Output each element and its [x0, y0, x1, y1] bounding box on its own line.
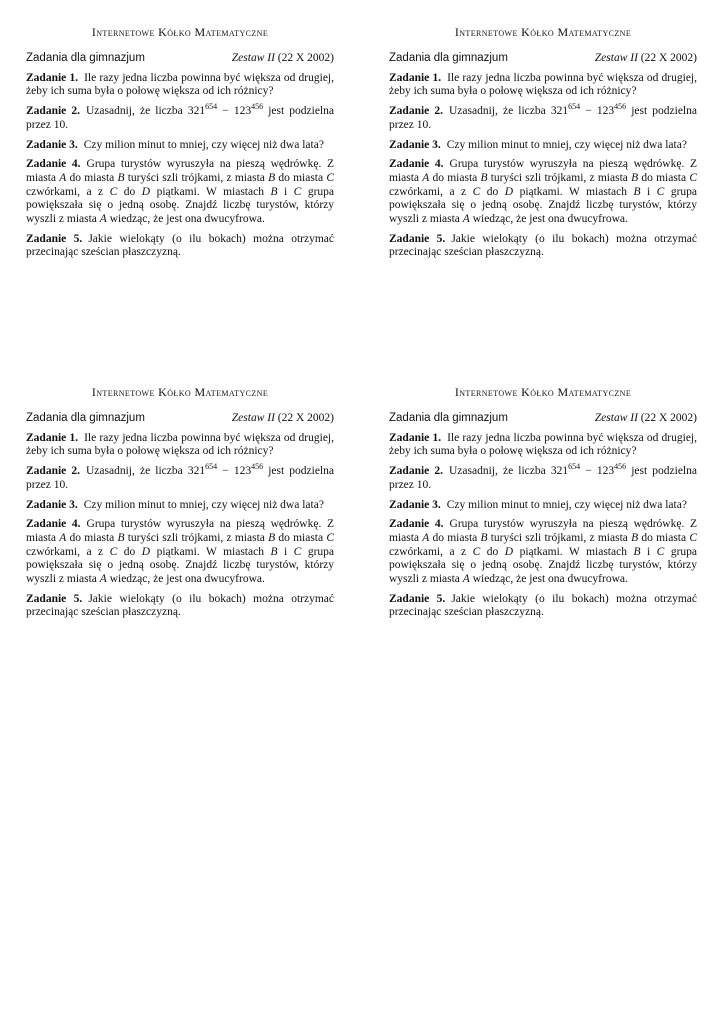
task-text: Czy milion minut to mniej, czy więcej niż dwa lata?	[83, 138, 324, 151]
task-text: i	[277, 185, 294, 198]
task-text: do miasta	[275, 531, 327, 544]
task-2	[26, 462, 334, 492]
set-info	[232, 52, 334, 66]
task-text: wiedząc, że jest ona dwucyfrowa.	[106, 213, 265, 226]
task-3	[389, 139, 697, 153]
task-label: Zadanie 5.	[26, 592, 83, 605]
task-text: czwórkami, a z	[389, 185, 473, 198]
task-label: Zadanie 2.	[389, 105, 443, 118]
task-text: czwórkami, a z	[389, 545, 473, 558]
task-text: turyści szli trójkami, z miasta	[124, 531, 269, 544]
variable: C	[326, 531, 334, 544]
task-text: i	[277, 545, 294, 558]
task-text: Czy milion minut to mniej, czy więcej niż dwa lata?	[83, 498, 324, 511]
set-title: Zestaw II	[231, 52, 275, 64]
task-1	[26, 72, 334, 99]
variable: A	[422, 171, 430, 184]
task-text: grupa powiększała się o jedną osobę. Znajdź liczbę turystów, którzy wyszli z miasta	[389, 545, 697, 586]
task-label: Zadanie 4.	[389, 158, 444, 171]
task-text: Czy milion minut to mniej, czy więcej niż dwa lata?	[446, 498, 687, 511]
task-text: i	[640, 185, 657, 198]
task-text: Ile razy jedna liczba powinna być większa od drugiej, żeby ich suma była o połowę większa od ich różnicy?	[389, 71, 697, 98]
task-text: do miasta	[66, 531, 118, 544]
task-text: wiedząc, że jest ona dwucyfrowa.	[469, 573, 628, 586]
set-info	[595, 412, 697, 426]
set-info	[232, 412, 334, 426]
task-3	[26, 499, 334, 513]
task-text: do miasta	[638, 531, 690, 544]
task-text: − 123	[580, 105, 615, 118]
task-text: grupa powiększała się o jedną osobę. Znajdź liczbę turystów, którzy wyszli z miasta	[26, 185, 334, 226]
exponent: 456	[251, 102, 264, 112]
task-2	[389, 102, 697, 132]
task-label: Zadanie 4.	[389, 518, 444, 531]
task-3	[26, 139, 334, 153]
task-text: Jakie wielokąty (o ilu bokach) można otrzymać przecinając sześcian płaszczyzną.	[26, 592, 335, 619]
task-text: piątkami. W miastach	[150, 185, 271, 198]
task-label: Zadanie 3.	[26, 498, 78, 511]
task-text: piątkami. W miastach	[513, 545, 634, 558]
worksheet-header: Internetowe Kółko Matematyczne	[454, 385, 632, 399]
task-4	[389, 158, 697, 227]
task-label: Zadanie 3.	[26, 138, 78, 151]
variable: C	[656, 185, 665, 198]
variable: B	[633, 185, 641, 198]
variable: C	[656, 545, 665, 558]
task-text: czwórkami, a z	[26, 545, 110, 558]
task-2	[26, 102, 334, 132]
worksheet-copy-3	[26, 384, 334, 626]
level-label: Zadania dla gimnazjum	[26, 412, 145, 424]
task-text: Grupa turystów wyruszyła na pieszą wędrówkę. Z miasta	[389, 518, 697, 544]
task-label: Zadanie 1.	[389, 71, 442, 84]
variable: A	[462, 573, 470, 586]
task-text: Ile razy jedna liczba powinna być większa od drugiej, żeby ich suma była o połowę większa od ich różnicy?	[26, 71, 334, 98]
task-text: i	[640, 545, 657, 558]
worksheet-subheader	[26, 412, 334, 426]
task-text: Ile razy jedna liczba powinna być większa od drugiej, żeby ich suma była o połowę większa od ich różnicy?	[389, 431, 697, 458]
exponent: 654	[568, 462, 581, 472]
variable: A	[99, 573, 107, 586]
task-text: do miasta	[429, 171, 481, 184]
variable: D	[141, 545, 151, 558]
worksheet-subheader	[389, 52, 697, 66]
task-text: jest podzielna przez 10.	[389, 105, 697, 131]
task-4	[26, 518, 334, 587]
task-text: Uzasadnij, że liczba 321	[86, 105, 206, 118]
variable: B	[268, 171, 276, 184]
variable: A	[422, 531, 430, 544]
worksheet-subheader	[26, 52, 334, 66]
task-label: Zadanie 2.	[26, 465, 80, 478]
set-date: (22 X 2002)	[640, 412, 697, 424]
task-text: do miasta	[66, 171, 118, 184]
variable: C	[689, 171, 697, 184]
task-text: − 123	[217, 105, 252, 118]
task-label: Zadanie 4.	[26, 158, 81, 171]
task-text: turyści szli trójkami, z miasta	[124, 171, 269, 184]
task-text: turyści szli trójkami, z miasta	[487, 531, 632, 544]
exponent: 456	[614, 462, 627, 472]
task-text: piątkami. W miastach	[513, 185, 634, 198]
set-title: Zestaw II	[594, 412, 638, 424]
variable: A	[99, 213, 107, 226]
task-1	[26, 432, 334, 459]
variable: C	[109, 545, 118, 558]
variable: B	[117, 531, 125, 544]
exponent: 654	[568, 102, 581, 112]
task-label: Zadanie 1.	[26, 431, 79, 444]
set-title: Zestaw II	[231, 412, 275, 424]
variable: D	[141, 185, 151, 198]
task-label: Zadanie 2.	[389, 465, 443, 478]
task-4	[26, 158, 334, 227]
task-text: jest podzielna przez 10.	[26, 465, 334, 491]
task-label: Zadanie 5.	[389, 592, 446, 605]
task-label: Zadanie 4.	[26, 518, 81, 531]
task-2	[389, 462, 697, 492]
task-text: do miasta	[429, 531, 481, 544]
task-label: Zadanie 5.	[26, 232, 83, 245]
variable: D	[504, 185, 514, 198]
worksheet-subheader	[389, 412, 697, 426]
variable: B	[270, 185, 278, 198]
task-text: Grupa turystów wyruszyła na pieszą wędrówkę. Z miasta	[389, 158, 697, 184]
variable: B	[633, 545, 641, 558]
task-text: − 123	[217, 465, 252, 478]
task-text: Czy milion minut to mniej, czy więcej niż dwa lata?	[446, 138, 687, 151]
task-text: wiedząc, że jest ona dwucyfrowa.	[469, 213, 628, 226]
task-text: piątkami. W miastach	[150, 545, 271, 558]
level-label: Zadania dla gimnazjum	[26, 52, 145, 64]
task-text: grupa powiększała się o jedną osobę. Znajdź liczbę turystów, którzy wyszli z miasta	[389, 185, 697, 226]
task-1	[389, 432, 697, 459]
task-text: Jakie wielokąty (o ilu bokach) można otrzymać przecinając sześcian płaszczyzną.	[389, 592, 698, 619]
variable: D	[504, 545, 514, 558]
variable: A	[462, 213, 470, 226]
task-label: Zadanie 3.	[389, 138, 441, 151]
variable: C	[293, 185, 302, 198]
level-label: Zadania dla gimnazjum	[389, 412, 508, 424]
task-1	[389, 72, 697, 99]
exponent: 456	[614, 102, 627, 112]
task-3	[389, 499, 697, 513]
variable: C	[293, 545, 302, 558]
set-date: (22 X 2002)	[640, 52, 697, 64]
task-label: Zadanie 5.	[389, 232, 446, 245]
task-text: Uzasadnij, że liczba 321	[449, 465, 569, 478]
task-text: czwórkami, a z	[26, 185, 110, 198]
variable: B	[480, 171, 488, 184]
variable: B	[268, 531, 276, 544]
task-text: wiedząc, że jest ona dwucyfrowa.	[106, 573, 265, 586]
task-text: Uzasadnij, że liczba 321	[86, 465, 206, 478]
variable: B	[117, 171, 125, 184]
task-text: jest podzielna przez 10.	[26, 105, 334, 131]
task-text: jest podzielna przez 10.	[389, 465, 697, 491]
exponent: 654	[205, 462, 218, 472]
task-text: do miasta	[638, 171, 690, 184]
worksheet-copy-2	[389, 24, 697, 266]
worksheet-copy-4	[389, 384, 697, 626]
task-text: Uzasadnij, że liczba 321	[449, 105, 569, 118]
task-5	[26, 593, 334, 620]
task-text: do	[480, 545, 505, 558]
task-label: Zadanie 1.	[26, 71, 79, 84]
task-4	[389, 518, 697, 587]
worksheet-copy-1	[26, 24, 334, 266]
variable: B	[631, 171, 639, 184]
task-text: Ile razy jedna liczba powinna być większa od drugiej, żeby ich suma była o połowę większa od ich różnicy?	[26, 431, 334, 458]
exponent: 456	[251, 462, 264, 472]
task-text: do	[117, 185, 142, 198]
variable: C	[472, 185, 481, 198]
task-text: do	[117, 545, 142, 558]
task-label: Zadanie 1.	[389, 431, 442, 444]
variable: C	[472, 545, 481, 558]
task-5	[26, 233, 334, 260]
task-text: Grupa turystów wyruszyła na pieszą wędrówkę. Z miasta	[26, 518, 334, 544]
worksheet-header: Internetowe Kółko Matematyczne	[91, 25, 269, 39]
task-text: − 123	[580, 465, 615, 478]
variable: A	[59, 171, 67, 184]
set-title: Zestaw II	[594, 52, 638, 64]
variable: C	[326, 171, 334, 184]
task-5	[389, 233, 697, 260]
task-text: Grupa turystów wyruszyła na pieszą wędrówkę. Z miasta	[26, 158, 334, 184]
variable: C	[109, 185, 118, 198]
variable: B	[631, 531, 639, 544]
task-text: turyści szli trójkami, z miasta	[487, 171, 632, 184]
worksheet-header: Internetowe Kółko Matematyczne	[454, 25, 632, 39]
variable: B	[270, 545, 278, 558]
task-text: do	[480, 185, 505, 198]
set-date: (22 X 2002)	[277, 52, 334, 64]
variable: A	[59, 531, 67, 544]
task-text: Jakie wielokąty (o ilu bokach) można otrzymać przecinając sześcian płaszczyzną.	[389, 232, 698, 259]
worksheet-header: Internetowe Kółko Matematyczne	[91, 385, 269, 399]
variable: C	[689, 531, 697, 544]
task-text: do miasta	[275, 171, 327, 184]
task-5	[389, 593, 697, 620]
task-label: Zadanie 2.	[26, 105, 80, 118]
variable: B	[480, 531, 488, 544]
task-text: grupa powiększała się o jedną osobę. Znajdź liczbę turystów, którzy wyszli z miasta	[26, 545, 334, 586]
set-date: (22 X 2002)	[277, 412, 334, 424]
exponent: 654	[205, 102, 218, 112]
set-info	[595, 52, 697, 66]
task-label: Zadanie 3.	[389, 498, 441, 511]
level-label: Zadania dla gimnazjum	[389, 52, 508, 64]
task-text: Jakie wielokąty (o ilu bokach) można otrzymać przecinając sześcian płaszczyzną.	[26, 232, 335, 259]
